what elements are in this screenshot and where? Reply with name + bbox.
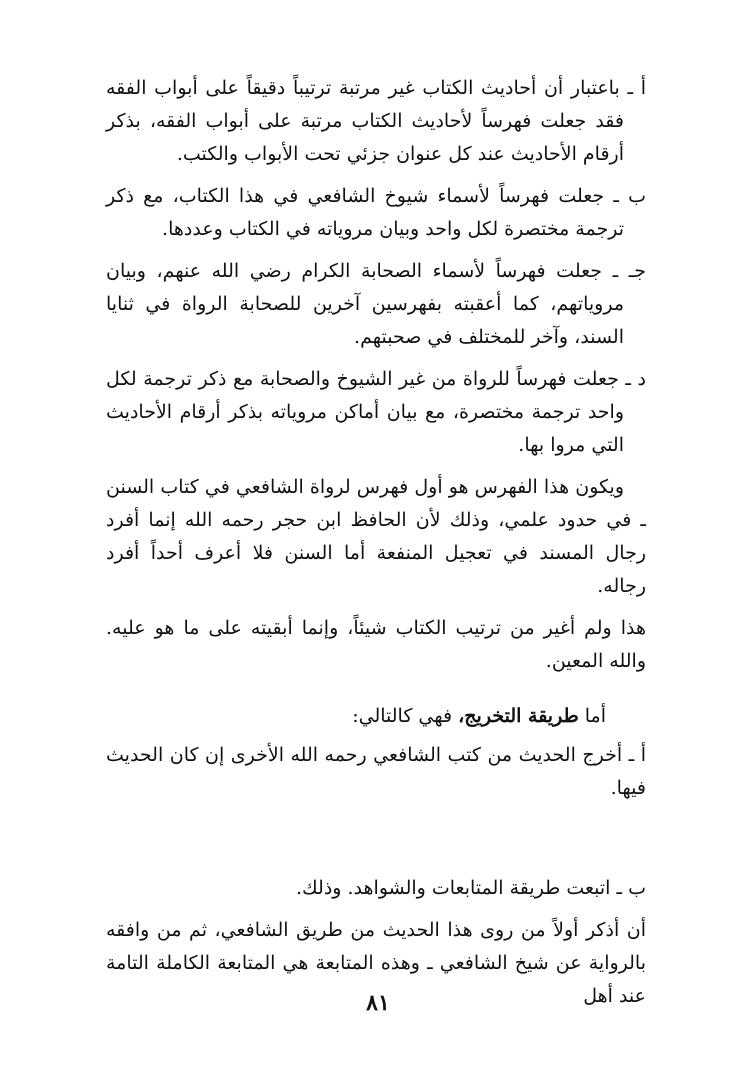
takhrij-heading [106, 700, 646, 733]
page-body [106, 72, 646, 1022]
paragraph-first-index: ويكون هذا الفهرس هو أول فهرس لرواة الشافعي في كتاب السنن ـ في حدود علمي، وذلك لأن الحافظ ابن حجر رحمه الله إنما أفرد رجال المسند في تعجيل المنفعة أما السنن فلا أعرف أحداً أفرد رجاله. [106, 476, 646, 597]
paragraph-index-hadith: أ ـ باعتبار أن أحاديث الكتاب غير مرتبة ترتيباً دقيقاً على أبواب الفقه فقد جعلت فهرساً لأحاديث الكتاب مرتبة على أبواب الفقه، بذكر أرقام الأحاديث عند كل عنوان جزئي تحت الأبواب والكتب. [106, 77, 646, 165]
paragraph-index-ruwat: د ـ جعلت فهرساً للرواة من غير الشيوخ والصحابة مع ذكر ترجمة لكل واحد ترجمة مختصرة، مع بيان أماكن مروياته بذكر أرقام الأحاديث التي مروا بها. [106, 368, 646, 456]
takhrij-bold-term: طريقة التخريج، [458, 705, 579, 727]
paragraph-no-change: هذا ولم أغير من ترتيب الكتاب شيئاً، وإنما أبقيته على ما هو عليه. والله المعين. [106, 617, 646, 672]
paragraph-closing: أن أذكر أولاً من روى هذا الحديث من طريق الشافعي، ثم من وافقه بالرواية عن شيخ الشافعي ـ وهذه المتابعة هي المتابعة الكاملة التامة عند أهل [106, 919, 646, 1007]
takhrij-suffix: فهي كالتالي: [352, 705, 459, 727]
takhrij-prefix: أما [578, 705, 606, 727]
step-b: ب ـ اتبعت طريقة المتابعات والشواهد. وذلك. [295, 877, 646, 899]
step-a: أ ـ أخرج الحديث من كتب الشافعي رحمه الله الأخرى إن كان الحديث فيها. [106, 744, 646, 799]
paragraph-index-sahaba: جـ ـ جعلت فهرساً لأسماء الصحابة الكرام رضي الله عنهم، وبيان مروياتهم، كما أعقبته بفهرسين آخرين للصحابة الرواة في ثنايا السند، وآخر للمختلف في صحبتهم. [106, 260, 646, 348]
vertical-gap [106, 814, 646, 872]
page-number: ٨١ [366, 990, 390, 1016]
paragraph-index-shuyukh: ب ـ جعلت فهرساً لأسماء شيوخ الشافعي في هذا الكتاب، مع ذكر ترجمة مختصرة لكل واحد وبيان مروياته في الكتاب وعددها. [106, 185, 646, 240]
